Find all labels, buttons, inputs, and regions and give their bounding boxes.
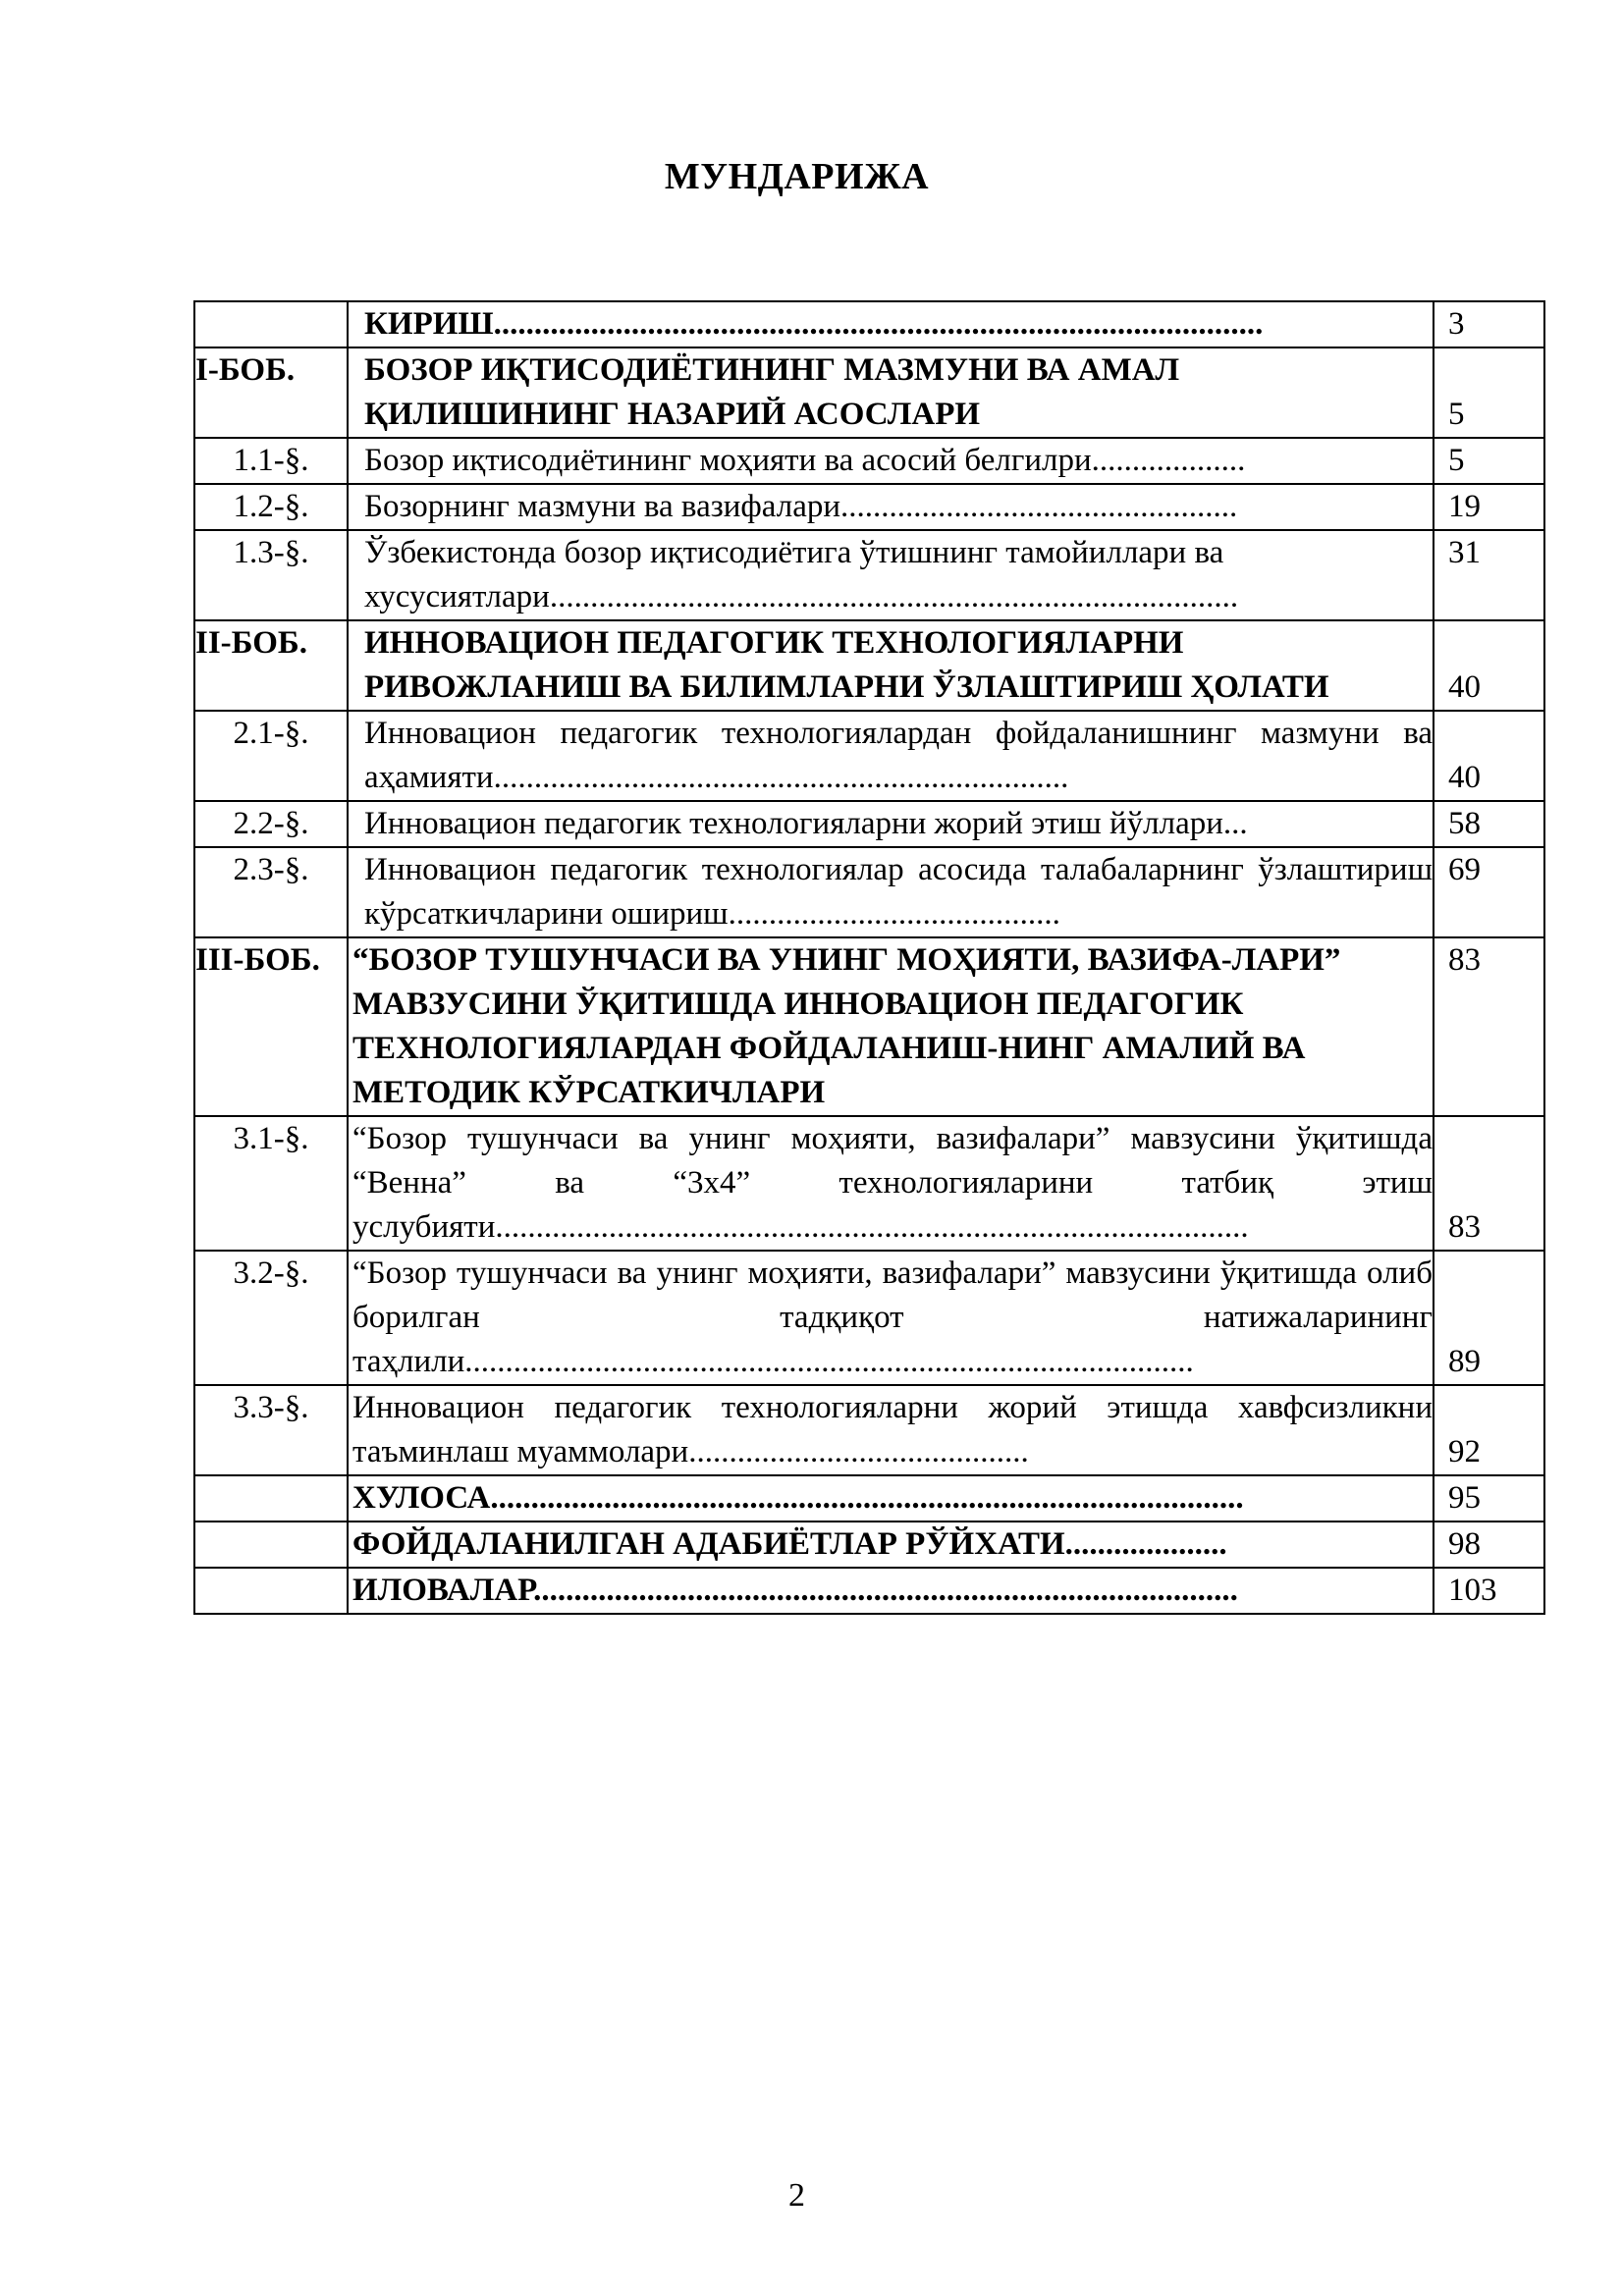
toc-number: 3.3-§. xyxy=(194,1385,348,1475)
toc-title: ИЛОВАЛАР....................................................................................... xyxy=(352,1573,1238,1608)
toc-page: 83 xyxy=(1434,937,1544,1116)
toc-page: 89 xyxy=(1434,1251,1544,1385)
toc-row-section-3-2 xyxy=(194,1251,1544,1385)
toc-title: ХУЛОСА............................................................................................. xyxy=(352,1480,1244,1516)
toc-row-chapter-1 xyxy=(194,347,1544,438)
toc-page: 5 xyxy=(1434,347,1544,438)
toc-number: III-БОБ. xyxy=(194,937,348,1116)
toc-number: 3.1-§. xyxy=(194,1116,348,1251)
toc-number xyxy=(194,1568,348,1614)
toc-page: 69 xyxy=(1434,847,1544,937)
toc-row-conclusion xyxy=(194,1475,1544,1522)
toc-title: Инновацион педагогик технологияларни жорий этиш йўллари... xyxy=(364,806,1248,841)
toc-row-introduction xyxy=(194,301,1544,347)
toc-number: II-БОБ. xyxy=(194,620,348,711)
toc-title: Инновацион педагогик технологияларни жорий этишда хавфсизликни таъминлаш муаммолари.......................................... xyxy=(352,1390,1433,1469)
toc-number: 1.1-§. xyxy=(194,438,348,484)
toc-title: “Бозор тушунчаси ва унинг моҳияти, вазифалари” мавзусини ўқитишда “Венна” ва “3х4” технологияларини татбиқ этиш услубияти............................................................................................. xyxy=(352,1121,1433,1245)
toc-row-section-3-3 xyxy=(194,1385,1544,1475)
toc-title: БОЗОР ИҚТИСОДИЁТИНИНГ МАЗМУНИ ВА АМАЛ ҚИЛИШИНИНГ НАЗАРИЙ АСОСЛАРИ xyxy=(364,352,1180,432)
toc-number: 2.3-§. xyxy=(194,847,348,937)
toc-page: 95 xyxy=(1434,1475,1544,1522)
toc-number xyxy=(194,1475,348,1522)
toc-number: 3.2-§. xyxy=(194,1251,348,1385)
toc-page: 40 xyxy=(1434,711,1544,801)
page-title: МУНДАРИЖА xyxy=(664,156,930,197)
toc-page: 58 xyxy=(1434,801,1544,847)
toc-row-section-2-2 xyxy=(194,801,1544,847)
toc-title: ИННОВАЦИОН ПЕДАГОГИК ТЕХНОЛОГИЯЛАРНИ РИВОЖЛАНИШ ВА БИЛИМЛАРНИ ЎЗЛАШТИРИШ ҲОЛАТИ xyxy=(364,625,1329,705)
toc-number: 2.1-§. xyxy=(194,711,348,801)
toc-row-section-1-3 xyxy=(194,530,1544,620)
toc-page: 19 xyxy=(1434,484,1544,530)
toc-row-references xyxy=(194,1522,1544,1568)
toc-row-section-1-1 xyxy=(194,438,1544,484)
toc-page: 98 xyxy=(1434,1522,1544,1568)
toc-row-section-1-2 xyxy=(194,484,1544,530)
toc-row-section-2-3 xyxy=(194,847,1544,937)
toc-title: КИРИШ............................................................................................... xyxy=(364,306,1264,342)
toc-title: ФОЙДАЛАНИЛГАН АДАБИЁТЛАР РЎЙХАТИ.................... xyxy=(352,1526,1227,1562)
toc-row-section-3-1 xyxy=(194,1116,1544,1251)
toc-page: 83 xyxy=(1434,1116,1544,1251)
toc-row-chapter-3 xyxy=(194,937,1544,1116)
toc-title: Бозорнинг мазмуни ва вазифалари................................................. xyxy=(364,489,1238,524)
toc-title: “Бозор тушунчаси ва унинг моҳияти, вазифалари” мавзусини ўқитишда олиб борилган тадқиқот натижаларининг таҳлили.......................................................................................... xyxy=(352,1255,1433,1379)
toc-row-section-2-1 xyxy=(194,711,1544,801)
toc-page: 3 xyxy=(1434,301,1544,347)
toc-title: Инновацион педагогик технологиялар асосида талабаларнинг ўзлаштириш кўрсаткичларини ошириш......................................... xyxy=(364,852,1433,932)
toc-title: “БОЗОР ТУШУНЧАСИ ВА УНИНГ МОҲИЯТИ, ВАЗИФА-ЛАРИ” МАВЗУСИНИ ЎҚИТИШДА ИННОВАЦИОН ПЕДАГОГИК ТЕХНОЛОГИЯЛАРДАН ФОЙДАЛАНИШ-НИНГ АМАЛИЙ ВА МЕТОДИК КЎРСАТКИЧЛАРИ xyxy=(352,942,1341,1110)
toc-row-appendices xyxy=(194,1568,1544,1614)
toc-page: 103 xyxy=(1434,1568,1544,1614)
toc-page: 40 xyxy=(1434,620,1544,711)
page-number: 2 xyxy=(788,2177,805,2214)
toc-title: Ўзбекистонда бозор иқтисодиётига ўтишнинг тамойиллари ва хусусиятлари..................................................................................... xyxy=(364,535,1239,614)
toc-page: 5 xyxy=(1434,438,1544,484)
toc-number: I-БОБ. xyxy=(194,347,348,438)
toc-number xyxy=(194,301,348,347)
toc-number: 2.2-§. xyxy=(194,801,348,847)
toc-page: 31 xyxy=(1434,530,1544,620)
toc-row-chapter-2 xyxy=(194,620,1544,711)
table-of-contents xyxy=(193,300,1545,1615)
toc-title: Бозор иқтисодиётининг моҳияти ва асосий белгилри................... xyxy=(364,443,1246,478)
toc-title: Инновацион педагогик технологиялардан фойдаланишнинг мазмуни ва аҳамияти....................................................................... xyxy=(364,716,1433,795)
toc-number: 1.3-§. xyxy=(194,530,348,620)
toc-number: 1.2-§. xyxy=(194,484,348,530)
toc-page: 92 xyxy=(1434,1385,1544,1475)
toc-number xyxy=(194,1522,348,1568)
